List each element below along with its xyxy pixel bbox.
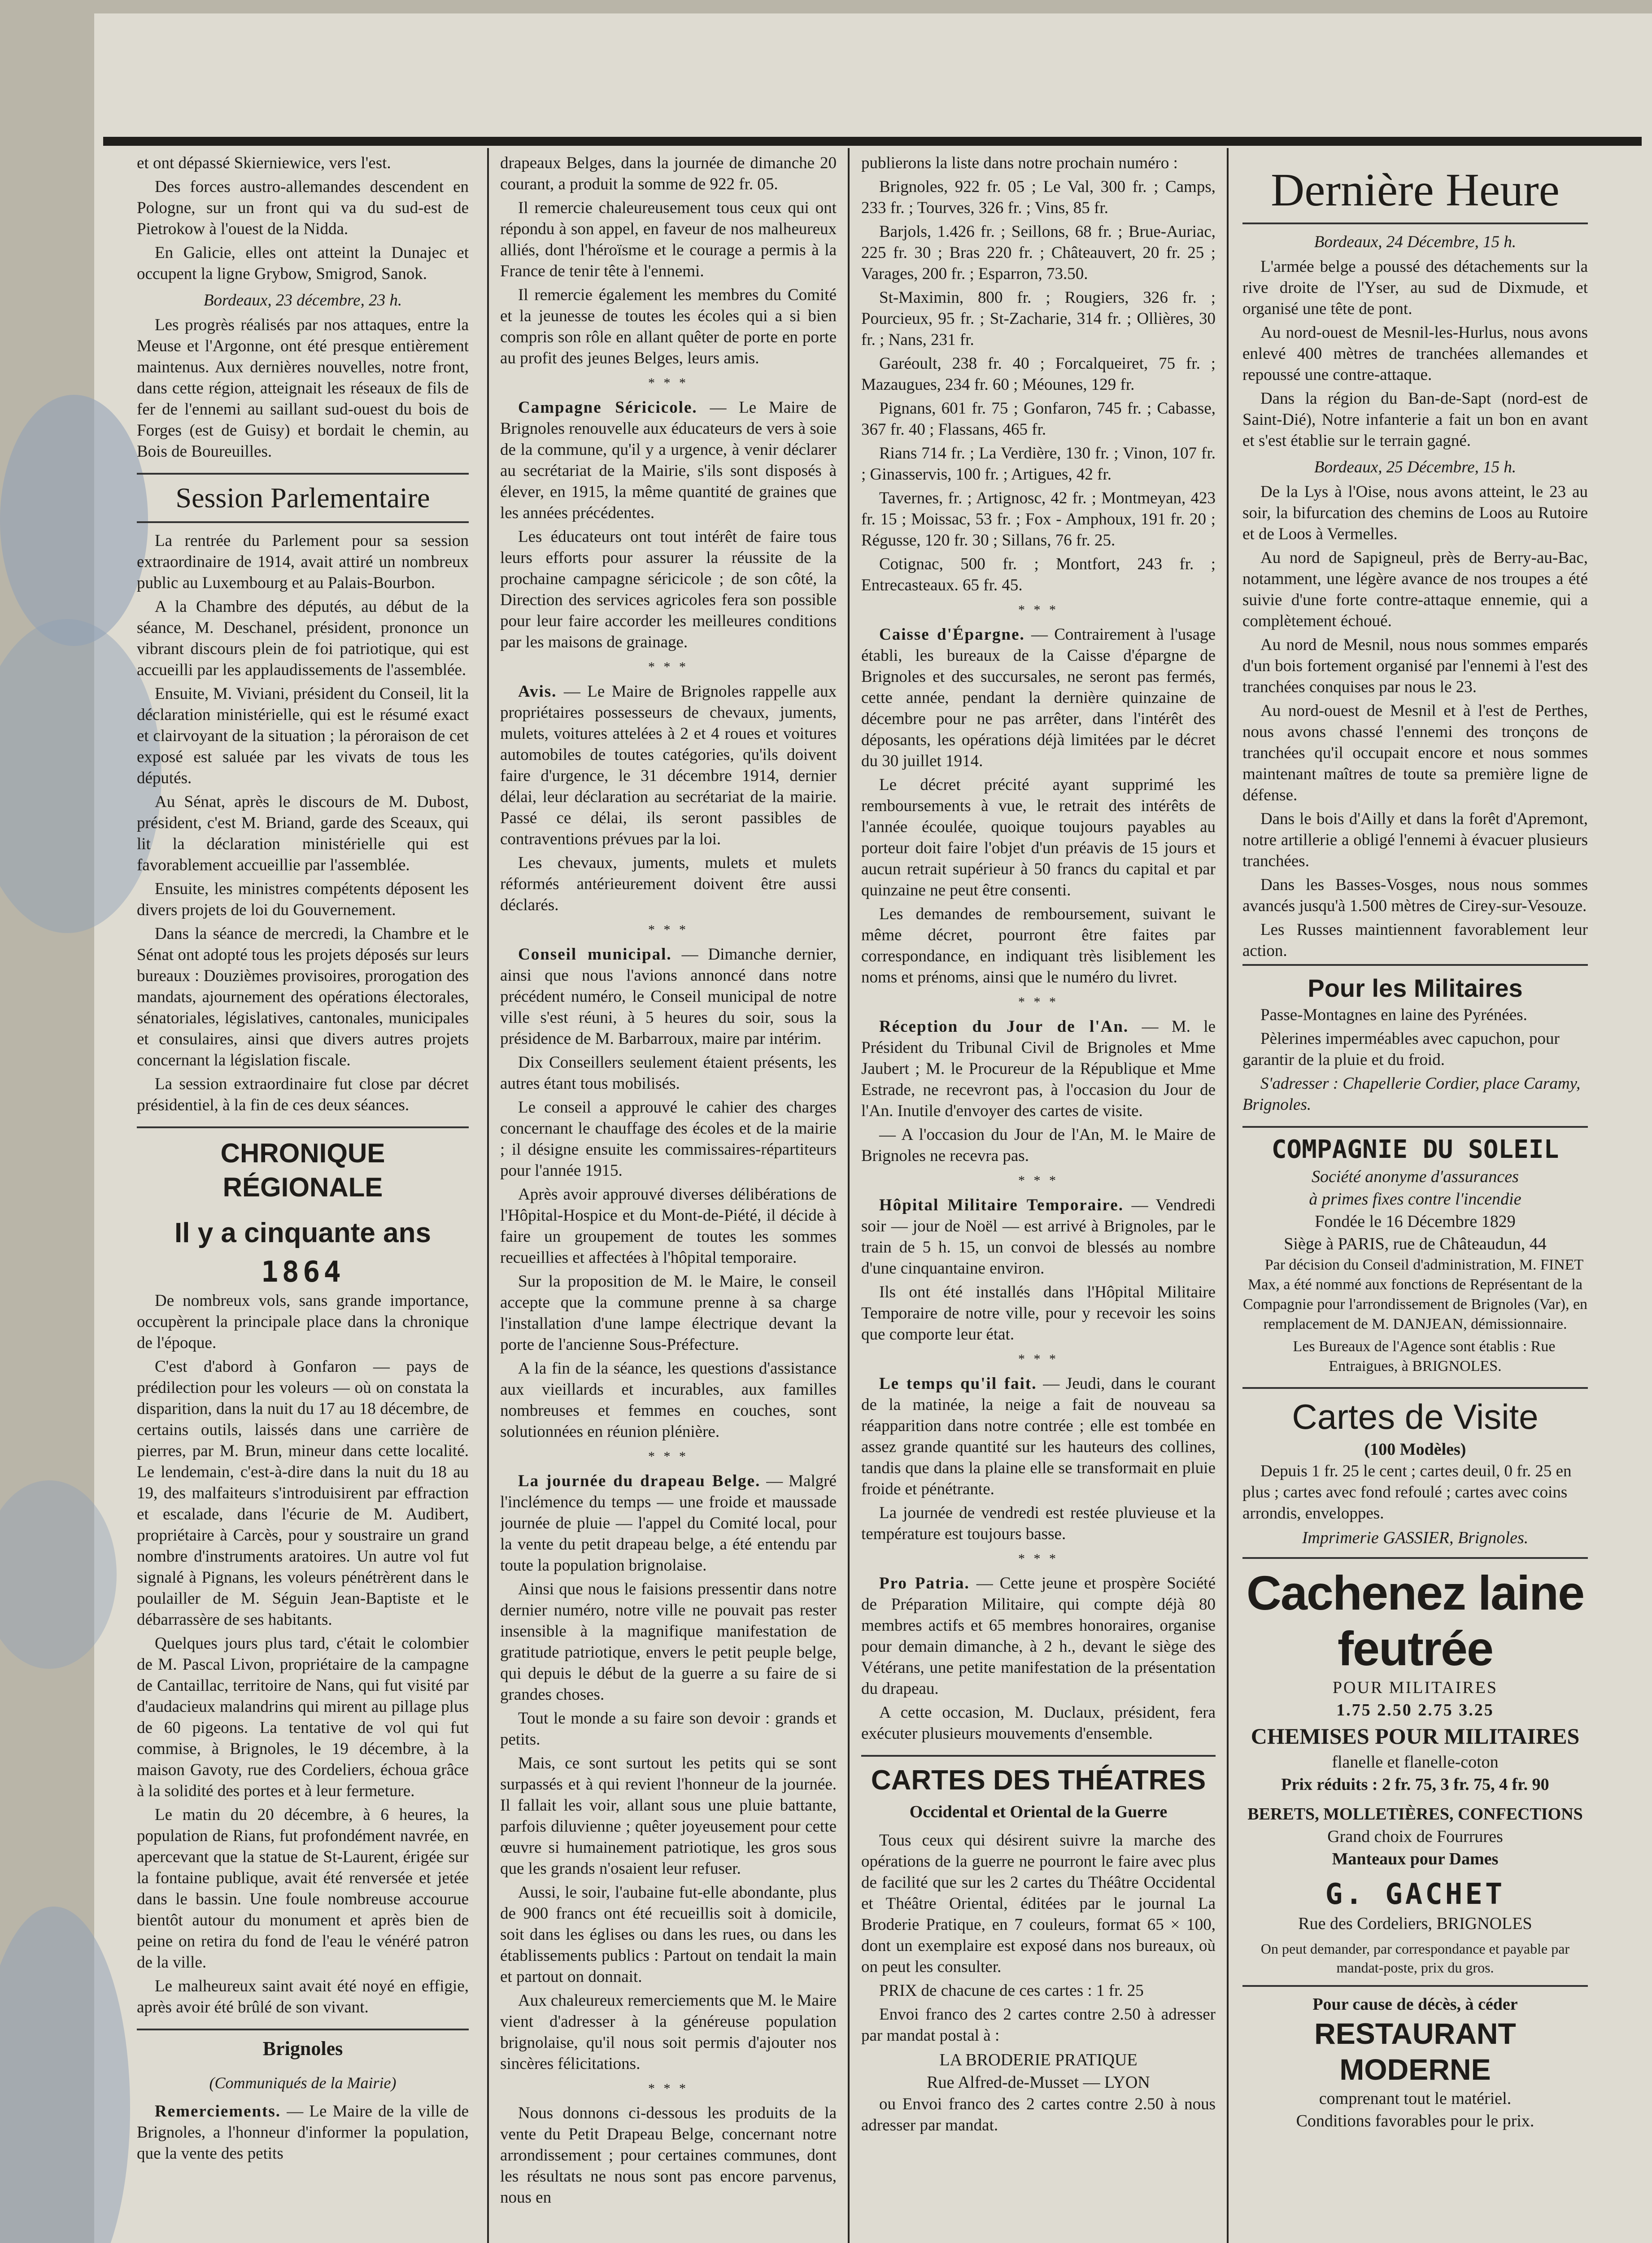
- paragraph: [500, 944, 837, 1049]
- paragraph-text: — Vendredi soir — jour de Noël — est arrivé à Brignoles, par le train de 5 h. 15, un convoi de blessés au nombre d'une cinquantaine environ.: [861, 1196, 1216, 1278]
- paragraph: A cette occasion, M. Duclaux, président, fera exécuter plusieurs mouvements d'ensemble.: [861, 1703, 1216, 1743]
- paragraph: Ils ont été installés dans l'Hôpital Militaire Temporaire de notre ville, pour y recevoir les soins que comporte leur état.: [861, 1283, 1216, 1344]
- separator-stars: * * *: [648, 2081, 689, 2096]
- paragraph: Des forces austro-allemandes descendent en Pologne, sur un front qui va du sud-est de Pietrokow à l'ouest de la Nidda.: [137, 178, 469, 238]
- ad-line: Pour cause de décès, à céder: [1312, 1995, 1518, 2014]
- separator-stars: * * *: [1018, 1173, 1059, 1188]
- paragraph: Tous ceux qui désirent suivre la marche des opérations de la guerre ne pourront le faire avec plus de facilité que sur les 2 cartes du Théâtre Occidental et Théâtre Oriental, éditées par le journal La Broderie Pratique, en 7 couleurs, format 65 × 100, dont un exemplaire est exposé dans nos bureaux, où on peut les consulter.: [861, 1831, 1216, 1976]
- paragraph: Au nord-ouest de Mesnil et à l'est de Perthes, nous avons chassé l'ennemi des tronçons de tranchées qu'il occupait encore et nous sommes maintenant maîtres de toute sa première ligne de défense.: [1242, 702, 1588, 804]
- separator-stars: * * *: [648, 659, 689, 674]
- section-title-brignoles: Brignoles: [137, 2029, 469, 2062]
- paragraph: [861, 1195, 1216, 1279]
- paragraph: Ensuite, M. Viviani, président du Conseil, lit la déclaration ministérielle, qui est le résumé exact et clairvoyant de la situation ; la péroraison de cet exposé est saluée par les vivats de tous les députés.: [137, 685, 469, 787]
- column-4: [1242, 153, 1588, 2243]
- paragraph: La rentrée du Parlement pour sa session extraordinaire de 1914, avait attiré un nombreux public au Luxembourg et au Palais-Bourbon.: [137, 532, 469, 592]
- paragraph: Rians 714 fr. ; La Verdière, 130 fr. ; Vinon, 107 fr. ; Ginasservis, 100 fr. ; Artigues, 42 fr.: [861, 444, 1216, 484]
- ad-line: CHEMISES POUR MILITAIRES: [1251, 1724, 1580, 1749]
- ad-line: Manteaux pour Dames: [1332, 1850, 1499, 1868]
- paragraph: De nombreux vols, sans grande importance, occupèrent la principale place dans la chronique de l'époque.: [137, 1292, 469, 1352]
- paragraph-text: — Jeudi, dans le courant de la matinée, la neige a fait de nouveau sa réapparition dans notre contrée ; elle est tombée en assez grande quantité sur les hauteurs des collines, tandis que dans la plaine elle se transformait en pluie froide et pénétrante.: [861, 1375, 1216, 1498]
- paragraph: Les progrès réalisés par nos attaques, entre la Meuse et l'Argonne, ont été presque entièrement maintenus. Aux dernières nouvelles, notre front, dans cette région, atteignait les réseaux de fils de fer de l'ennemi au saillant sud-ouest du bois de Forges (est de Guisy) et bordait le chemin, au Bois de Boureuilles.: [137, 316, 469, 461]
- paragraph: Ainsi que nous le faisions pressentir dans notre dernier numéro, notre ville ne pouvait pas rester insensible à la magnifique manifestation de gratitude patriotique, envers le petit peuple belge, qui depuis le début de la guerre a su faire de si grandes choses.: [500, 1580, 837, 1704]
- paragraph: Brignoles, 922 fr. 05 ; Le Val, 300 fr. ; Camps, 233 fr. ; Tourves, 326 fr. ; Vins, 85 fr.: [861, 178, 1216, 217]
- paragraph: [861, 1016, 1216, 1122]
- paragraph: A la fin de la séance, les questions d'assistance aux vieillards et incurables, aux familles nombreuses et femmes en couches, sont solutionnées en réunion plénière.: [500, 1359, 837, 1441]
- ad-line: (100 Modèles): [1364, 1440, 1466, 1459]
- paragraph: A la Chambre des députés, au début de la séance, M. Deschanel, président, prononce un vibrant discours plein de foi patriotique, qui est accueilli par les applaudissements de l'assemblée.: [137, 598, 469, 679]
- paragraph: Au nord-ouest de Mesnil-les-Hurlus, nous avons enlevé 400 mètres de tranchées allemandes et repoussé une contre-attaque.: [1242, 323, 1588, 384]
- ad-line: On peut demander, par correspondance et payable par mandat-poste, prix du gros.: [1260, 1941, 1570, 1976]
- subheading: Il y a cinquante ans: [174, 1218, 431, 1248]
- column-1: [137, 153, 469, 2243]
- separator-stars: * * *: [1018, 995, 1059, 1009]
- paragraph: Dans le bois d'Ailly et dans la forêt d'Apremont, notre artillerie a obligé l'ennemi à évacuer plusieurs tranchées.: [1242, 810, 1588, 870]
- section-title-session: Session Parlementaire: [137, 473, 469, 523]
- separator-stars: * * *: [648, 375, 689, 390]
- run-in-heading: Remerciements.: [155, 2102, 281, 2121]
- paragraph: Dans les Basses-Vosges, nous nous sommes avancés jusqu'à 1.500 mètres de Cirey-sur-Vesouze.: [1242, 876, 1588, 915]
- paragraph: Il remercie également les membres du Comité et la jeunesse de toutes les écoles qui a si bien compris son rôle en allant quêter de porte en porte au profit des jeunes Belges, leurs amis.: [500, 286, 837, 367]
- paragraph: Le décret précité ayant supprimé les remboursements à vue, le retrait des intérêts de l'année écoulée, quoique toujours payables au porteur doit faire l'objet d'un préavis de 15 jours et aucun retrait supérieur à 50 francs du capital et par quinzaine ne peut être consenti.: [861, 776, 1216, 899]
- column-rule: [487, 148, 489, 2243]
- run-in-heading: La journée du drapeau Belge.: [518, 1472, 761, 1490]
- ad-restaurant: [1242, 1985, 1588, 2140]
- water-stain: [0, 395, 148, 646]
- paragraph: drapeaux Belges, dans la journée de dimanche 20 courant, a produit la somme de 922 fr. 05.: [500, 154, 837, 193]
- section-title-chronique: CHRONIQUE RÉGIONALE: [137, 1126, 469, 1204]
- separator-stars: * * *: [648, 1449, 689, 1464]
- column-rule: [848, 148, 850, 2243]
- paragraph-text: — Le Maire de Brignoles renouvelle aux éducateurs de vers à soie de la commune, qu'il y a urgence, à venir déclarer au secrétariat de la Mairie, s'ils sont disposés à élever, en 1915, la même quantité de graines que les années précédentes.: [500, 398, 837, 522]
- paragraph: De la Lys à l'Oise, nous avons atteint, le 23 au soir, la bifurcation des chemins de Loos au Rutoire et de Loos à Vermelles.: [1242, 483, 1588, 543]
- paragraph: Le conseil a approuvé le cahier des charges concernant le chauffage des écoles et de la mairie ; il désigne ensuite les commissaires-répartiteurs pour l'année 1915.: [500, 1098, 837, 1180]
- ad-cachenez: [1242, 1557, 1588, 1985]
- paragraph: Par décision du Conseil d'administration, M. FINET Max, a été nommé aux fonctions de Représentant de la Compagnie pour l'arrondissement de Brignoles (Var), en remplacement de M. DANJEAN, démissionnaire.: [1242, 1257, 1588, 1332]
- run-in-heading: Pro Patria.: [879, 1574, 970, 1593]
- ad-cartes-visite: [1242, 1387, 1588, 1557]
- paragraph: Cotignac, 500 fr. ; Montfort, 243 fr. ; Entrecasteaux. 65 fr. 45.: [861, 555, 1216, 594]
- paragraph: S'adresser : Chapellerie Cordier, place Caramy, Brignoles.: [1242, 1074, 1581, 1114]
- dateline: Bordeaux, 24 Décembre, 15 h.: [1314, 233, 1517, 251]
- paragraph-text: — Malgré l'inclémence du temps — une froide et maussade journée de pluie — l'appel du Comité local, pour la vente du petit drapeau belge, a été entendu par toute la population brignolaise.: [500, 1472, 837, 1575]
- separator-stars: * * *: [1018, 1352, 1059, 1366]
- paragraph: Aussi, le soir, l'aubaine fut-elle abondante, plus de 900 francs ont été recueillis soit à domicile, soit dans les églises ou dans les rues, ou dans les établissements publics : Partout on tendait la main et partout on donnait.: [500, 1883, 837, 1986]
- paragraph: La session extraordinaire fut close par décret présidentiel, à la fin de ces deux séances.: [137, 1075, 469, 1114]
- paragraph: Au nord de Mesnil, nous nous sommes emparés d'un bois fortement organisé par l'ennemi à l'est des tranchées conquises par nous le 23.: [1242, 636, 1588, 696]
- run-in-heading: Caisse d'Épargne.: [879, 625, 1025, 644]
- paragraph-text: — Le Maire de la ville de Brignoles, a l'honneur d'informer la population, que la vente des petits: [137, 2102, 469, 2163]
- paragraph: Nous donnons ci-dessous les produits de la vente du Petit Drapeau Belge, concernant notre arrondissement ; pour certaines communes, dont les résultats ne nous sont pas encore parvenus, nous en: [500, 2104, 837, 2207]
- paragraph-text: — M. le Président du Tribunal Civil de Brignoles et Mme Jaubert ; M. le Procureur de la République et Mme Estrade, ne recevront pas, à l'occasion du Jour de l'An. Inutile d'envoyer des cartes de visite.: [861, 1017, 1216, 1120]
- paragraph: Les chevaux, juments, mulets et mulets réformés antérieurement doivent être aussi déclarés.: [500, 854, 837, 914]
- paragraph: publierons la liste dans notre prochain numéro :: [861, 154, 1178, 172]
- address-line: LA BRODERIE PRATIQUE: [939, 2051, 1138, 2069]
- paragraph: L'armée belge a poussé des détachements sur la rive droite de l'Yser, au sud de Dixmude, et organisé une tête de pont.: [1242, 257, 1588, 318]
- column-3: [861, 153, 1216, 2243]
- paragraph: Les éducateurs ont tout intérêt de faire tous leurs efforts pour assurer la réussite de la prochaine campagne séricicole ; de son côté, la Direction des services agricoles fera son possible pour leur faire accorder les meilleures conditions par les maisons de grainage.: [500, 528, 837, 651]
- top-rule: [103, 137, 1642, 146]
- run-in-heading: Réception du Jour de l'An.: [879, 1017, 1129, 1036]
- paragraph: Mais, ce sont surtout les petits qui se sont surpassés et à qui revient l'honneur de la journée. Il fallait les voir, allant sous une pluie battante, parfois diluvienne ; quêter joyeusement pour cette œuvre si humainement patriotique, les gros sous que les grands n'osaient leur refuser.: [500, 1754, 837, 1878]
- paragraph: Le malheureux saint avait été noyé en effigie, après avoir été brûlé de son vivant.: [137, 1977, 469, 2016]
- paragraph: Tout le monde a su faire son devoir : grands et petits.: [500, 1709, 837, 1749]
- paragraph: Le matin du 20 décembre, à 6 heures, la population de Rians, fut profondément navrée, en apercevant que la statue de St-Laurent, érigée sur la fontaine publique, avait été renversée et jetée dans le bassin. Une foule nombreuse accourue bientôt autour du monument et après bien de peine on retira du fond de l'eau le vénéré patron de la ville.: [137, 1806, 469, 1972]
- paragraph: PRIX de chacune de ces cartes : 1 fr. 25: [879, 1981, 1144, 2000]
- paragraph: et ont dépassé Skierniewice, vers l'est.: [137, 154, 391, 172]
- separator-stars: * * *: [1018, 602, 1059, 617]
- paragraph: Sur la proposition de M. le Maire, le conseil accepte que la commune prenne à sa charge l'installation d'une lampe électrique devant la porte de l'ancienne Sous-Préfecture.: [500, 1272, 837, 1354]
- ad-line: flanelle et flanelle-coton: [1332, 1753, 1499, 1772]
- paragraph: Tavernes, fr. ; Artignosc, 42 fr. ; Montmeyan, 423 fr. 15 ; Moissac, 53 fr. ; Fox - Amphoux, 191 fr. 20 ; Régusse, 120 fr. 30 ; Sillans, 76 fr. 25.: [861, 489, 1216, 550]
- paragraph: Passe-Montagnes en laine des Pyrénées.: [1260, 1006, 1527, 1024]
- paragraph: Au Sénat, après le discours de M. Dubost, président, c'est M. Briand, garde des Sceaux, qui lit la déclaration ministérielle qui est favorablement accueillie par l'assemblée.: [137, 793, 469, 874]
- section-title-derniere-heure: Dernière Heure: [1242, 163, 1588, 224]
- ad-compagnie-soleil: [1242, 1126, 1588, 1387]
- ad-militaires: [1242, 964, 1588, 1126]
- ad-title: G. GACHET: [1325, 1878, 1505, 1911]
- ad-line: comprenant tout le matériel.: [1319, 2089, 1512, 2108]
- dateline: Bordeaux, 23 décembre, 23 h.: [203, 291, 402, 310]
- run-in-heading: Avis.: [518, 682, 557, 701]
- paragraph: — A l'occasion du Jour de l'An, M. le Maire de Brignoles ne recevra pas.: [861, 1126, 1216, 1165]
- paragraph: En Galicie, elles ont atteint la Dunajec et occupent la ligne Grybow, Smigrod, Sanok.: [137, 244, 469, 283]
- paragraph: Dix Conseillers seulement étaient présents, les autres étant tous mobilisés.: [500, 1053, 837, 1093]
- paragraph: [500, 1471, 837, 1576]
- paragraph: [861, 1573, 1216, 1699]
- paragraph: Envoi franco des 2 cartes contre 2.50 à adresser par mandat postal à :: [861, 2005, 1216, 2045]
- column-rule: [1227, 148, 1229, 2243]
- separator-stars: * * *: [1018, 1551, 1059, 1566]
- separator-stars: * * *: [648, 922, 689, 937]
- ad-title: Pour les Militaires: [1308, 974, 1523, 1002]
- ad-title: RESTAURANT MODERNE: [1314, 2017, 1516, 2086]
- run-in-heading: Le temps qu'il fait.: [879, 1375, 1037, 1393]
- run-in-heading: Hôpital Militaire Temporaire.: [879, 1196, 1124, 1214]
- paragraph: Au nord de Sapigneul, près de Berry-au-Bac, notamment, une légère avance de nos troupes a été suivie d'une forte contre-attaque ennemie, qui a complètement échoué.: [1242, 549, 1588, 630]
- ad-title: COMPAGNIE DU SOLEIL: [1271, 1135, 1559, 1164]
- paragraph: Dans la région du Ban-de-Sapt (nord-est de Saint-Dié), Notre infanterie a fait un bon en avant et s'est établie sur le terrain gagné.: [1242, 389, 1588, 450]
- ad-line: POUR MILITAIRES: [1332, 1678, 1498, 1697]
- dateline: Bordeaux, 25 Décembre, 15 h.: [1314, 458, 1517, 476]
- ad-line: Société anonyme d'assurances: [1312, 1167, 1519, 1186]
- section-title-cartes: CARTES DES THÉATRES: [861, 1755, 1216, 1798]
- year-heading: 1864: [261, 1256, 345, 1289]
- paragraph: [500, 681, 837, 850]
- ad-line: Imprimerie GASSIER, Brignoles.: [1302, 1528, 1529, 1547]
- paragraph: La journée de vendredi est restée pluvieuse et la température est toujours basse.: [861, 1504, 1216, 1543]
- paragraph: Pèlerines imperméables avec capuchon, pour garantir de la pluie et du froid.: [1242, 1030, 1560, 1069]
- paragraph: ou Envoi franco des 2 cartes contre 2.50 à nous adresser par mandat.: [861, 2095, 1216, 2134]
- ad-title: Cartes de Visite: [1292, 1397, 1539, 1436]
- paragraph-text: — Contrairement à l'usage établi, les bureaux de la Caisse d'épargne de Brignoles et des succursales, ne seront pas fermés, cette année, pendant la dernière quinzaine de décembre pour ne pas arrêter, dans l'intérêt des déposants, les opérations déjà limitées par le décret du 30 juillet 1914.: [861, 625, 1216, 770]
- paragraph: [137, 2101, 469, 2164]
- run-in-heading: Conseil municipal.: [518, 945, 672, 964]
- run-in-heading: Campagne Séricicole.: [518, 398, 697, 417]
- paragraph: [861, 1373, 1216, 1500]
- section-subtitle: Occidental et Oriental de la Guerre: [909, 1802, 1168, 1821]
- ad-line: à primes fixes contre l'incendie: [1309, 1190, 1521, 1209]
- ad-line: Grand choix de Fourrures: [1327, 1827, 1503, 1846]
- paragraph: St-Maximin, 800 fr. ; Rougiers, 326 fr. ; Pourcieux, 95 fr. ; St-Zacharie, 314 fr. ; Ollières, 30 fr. ; Nans, 231 fr.: [861, 288, 1216, 349]
- paragraph: [861, 624, 1216, 772]
- ad-title: Cachenez laine feutrée: [1246, 1566, 1584, 1676]
- paragraph: Quelques jours plus tard, c'était le colombier de M. Pascal Livon, propriétaire de la campagne de Cantaillac, territoire de Nans, qui fut visité par d'audacieux malandrins qui mirent au pillage plus de 60 pigeons. La tentative de vol qui fut commise, à Brignoles, le 19 décembre, à la maison Gavoty, rue des Cordeliers, échoua grâce à la solidité des portes et à leur fermeture.: [137, 1634, 469, 1800]
- paragraph: [500, 397, 837, 524]
- ad-line: Conditions favorables pour le prix.: [1296, 2112, 1534, 2130]
- paragraph-text: — Dimanche dernier, ainsi que nous l'avions annoncé dans notre précédent numéro, le Conseil municipal de notre ville s'est réuni, à 5 heures du soir, sous la présidence de M. Barbarroux, maire par intérim.: [500, 945, 837, 1048]
- paragraph: Pignans, 601 fr. 75 ; Gonfaron, 745 fr. ; Cabasse, 367 fr. 40 ; Flassans, 465 fr.: [861, 399, 1216, 439]
- column-2: [500, 153, 837, 2243]
- paragraph-text: — Cette jeune et prospère Société de Préparation Militaire, qui compte déjà 80 membres actifs et 65 membres honoraires, organise pour demain dimanche, à 2 h., devant le siège des Vétérans, une petite manifestation de la présentation du drapeau.: [861, 1574, 1216, 1698]
- paragraph: Il remercie chaleureusement tous ceux qui ont répondu à son appel, en faveur de nos malheureux alliés, dont l'héroïsme et le courage a permis à la France de tenir tête à l'ennemi.: [500, 199, 837, 280]
- paragraph: Les Bureaux de l'Agence sont établis : Rue Entraigues, à BRIGNOLES.: [1293, 1338, 1556, 1375]
- paragraph: Les demandes de remboursement, suivant le même décret, pourront être faites par correspondance, en indiquant très lisiblement les noms et prénoms, ainsi que le numéro du livret.: [861, 905, 1216, 986]
- ad-line: Rue des Cordeliers, BRIGNOLES: [1298, 1914, 1532, 1933]
- ad-line: BERETS, MOLLETIÈRES, CONFECTIONS: [1247, 1805, 1583, 1824]
- paragraph: Barjols, 1.426 fr. ; Seillons, 68 fr. ; Brue-Auriac, 225 fr. 30 ; Bras 220 fr. ; Châteauvert, 20 fr. 25 ; Varages, 200 fr. ; Esparron, 73.50.: [861, 223, 1216, 283]
- paragraph: Dans la séance de mercredi, la Chambre et le Sénat ont adopté tous les projets déposés sur leurs bureaux : Douzièmes provisoires, prorogation des mandats, ajournement des opérations électorales, sénatoriales, législatives, cantonales, municipales et consulaires, ainsi que divers autres projets concernant la législation fiscale.: [137, 925, 469, 1069]
- paragraph: Ensuite, les ministres compétents déposent les divers projets de loi du Gouvernement.: [137, 880, 469, 919]
- paragraph: Les Russes maintiennent favorablement leur action.: [1242, 921, 1588, 960]
- ad-line: Prix réduits : 2 fr. 75, 3 fr. 75, 4 fr. 90: [1281, 1775, 1549, 1794]
- paragraph: Aux chaleureux remerciements que M. le Maire vient d'adresser à la généreuse population brignolaise, qu'il nous soit permis d'ajouter nos sincères félicitations.: [500, 1991, 837, 2073]
- address-line: Rue Alfred-de-Musset — LYON: [927, 2073, 1150, 2092]
- paragraph: Après avoir approuvé diverses délibérations de l'Hôpital-Hospice et du Mont-de-Piété, il décide à faire un groupement de toutes les sommes recueillies et affectées à l'hôpital temporaire.: [500, 1185, 837, 1267]
- paragraph: Depuis 1 fr. 25 le cent ; cartes deuil, 0 fr. 25 en plus ; cartes avec fond refoulé ; cartes avec coins arrondis, enveloppes.: [1242, 1462, 1572, 1523]
- ad-line: 1.75 2.50 2.75 3.25: [1336, 1701, 1494, 1719]
- paragraph: C'est d'abord à Gonfaron — pays de prédilection pour les voleurs — où on constata la disparition, dans la nuit du 17 au 18 décembre, de certains outils, laissés dans une carrière de pierres, par M. Brun, mineur dans cette localité. Le lendemain, c'est-à-dire dans la nuit du 18 au 19, des malfaiteurs s'introduisirent par effraction et escalade, dans l'écurie de M. Audibert, propriétaire à Carcès, pour y soustraire un grand nombre d'instruments aratoires. Un autre vol fut signalé à Pignans, les voleurs pénétrèrent dans le poulailler de M. Séguin Jean-Baptiste et le débarrassère de ses habitants.: [137, 1357, 469, 1629]
- ad-line: Siège à PARIS, rue de Châteaudun, 44: [1284, 1235, 1547, 1253]
- section-subtitle: (Communiqués de la Mairie): [209, 2074, 397, 2092]
- paragraph-text: — Le Maire de Brignoles rappelle aux propriétaires possesseurs de chevaux, juments, mulets, voitures attelées à 2 et 4 roues et voitures automobiles de toutes catégories, qu'ils doivent faire d'urgence, le 31 décembre 1914, dernier délai, leur déclaration au secrétariat de la mairie. Passé ce délai, ils seront passibles de contraventions prévues par la loi.: [500, 682, 837, 848]
- paragraph: Garéoult, 238 fr. 40 ; Forcalqueiret, 75 fr. ; Mazaugues, 234 fr. 60 ; Méounes, 129 fr.: [861, 354, 1216, 394]
- ad-line: Fondée le 16 Décembre 1829: [1315, 1212, 1516, 1231]
